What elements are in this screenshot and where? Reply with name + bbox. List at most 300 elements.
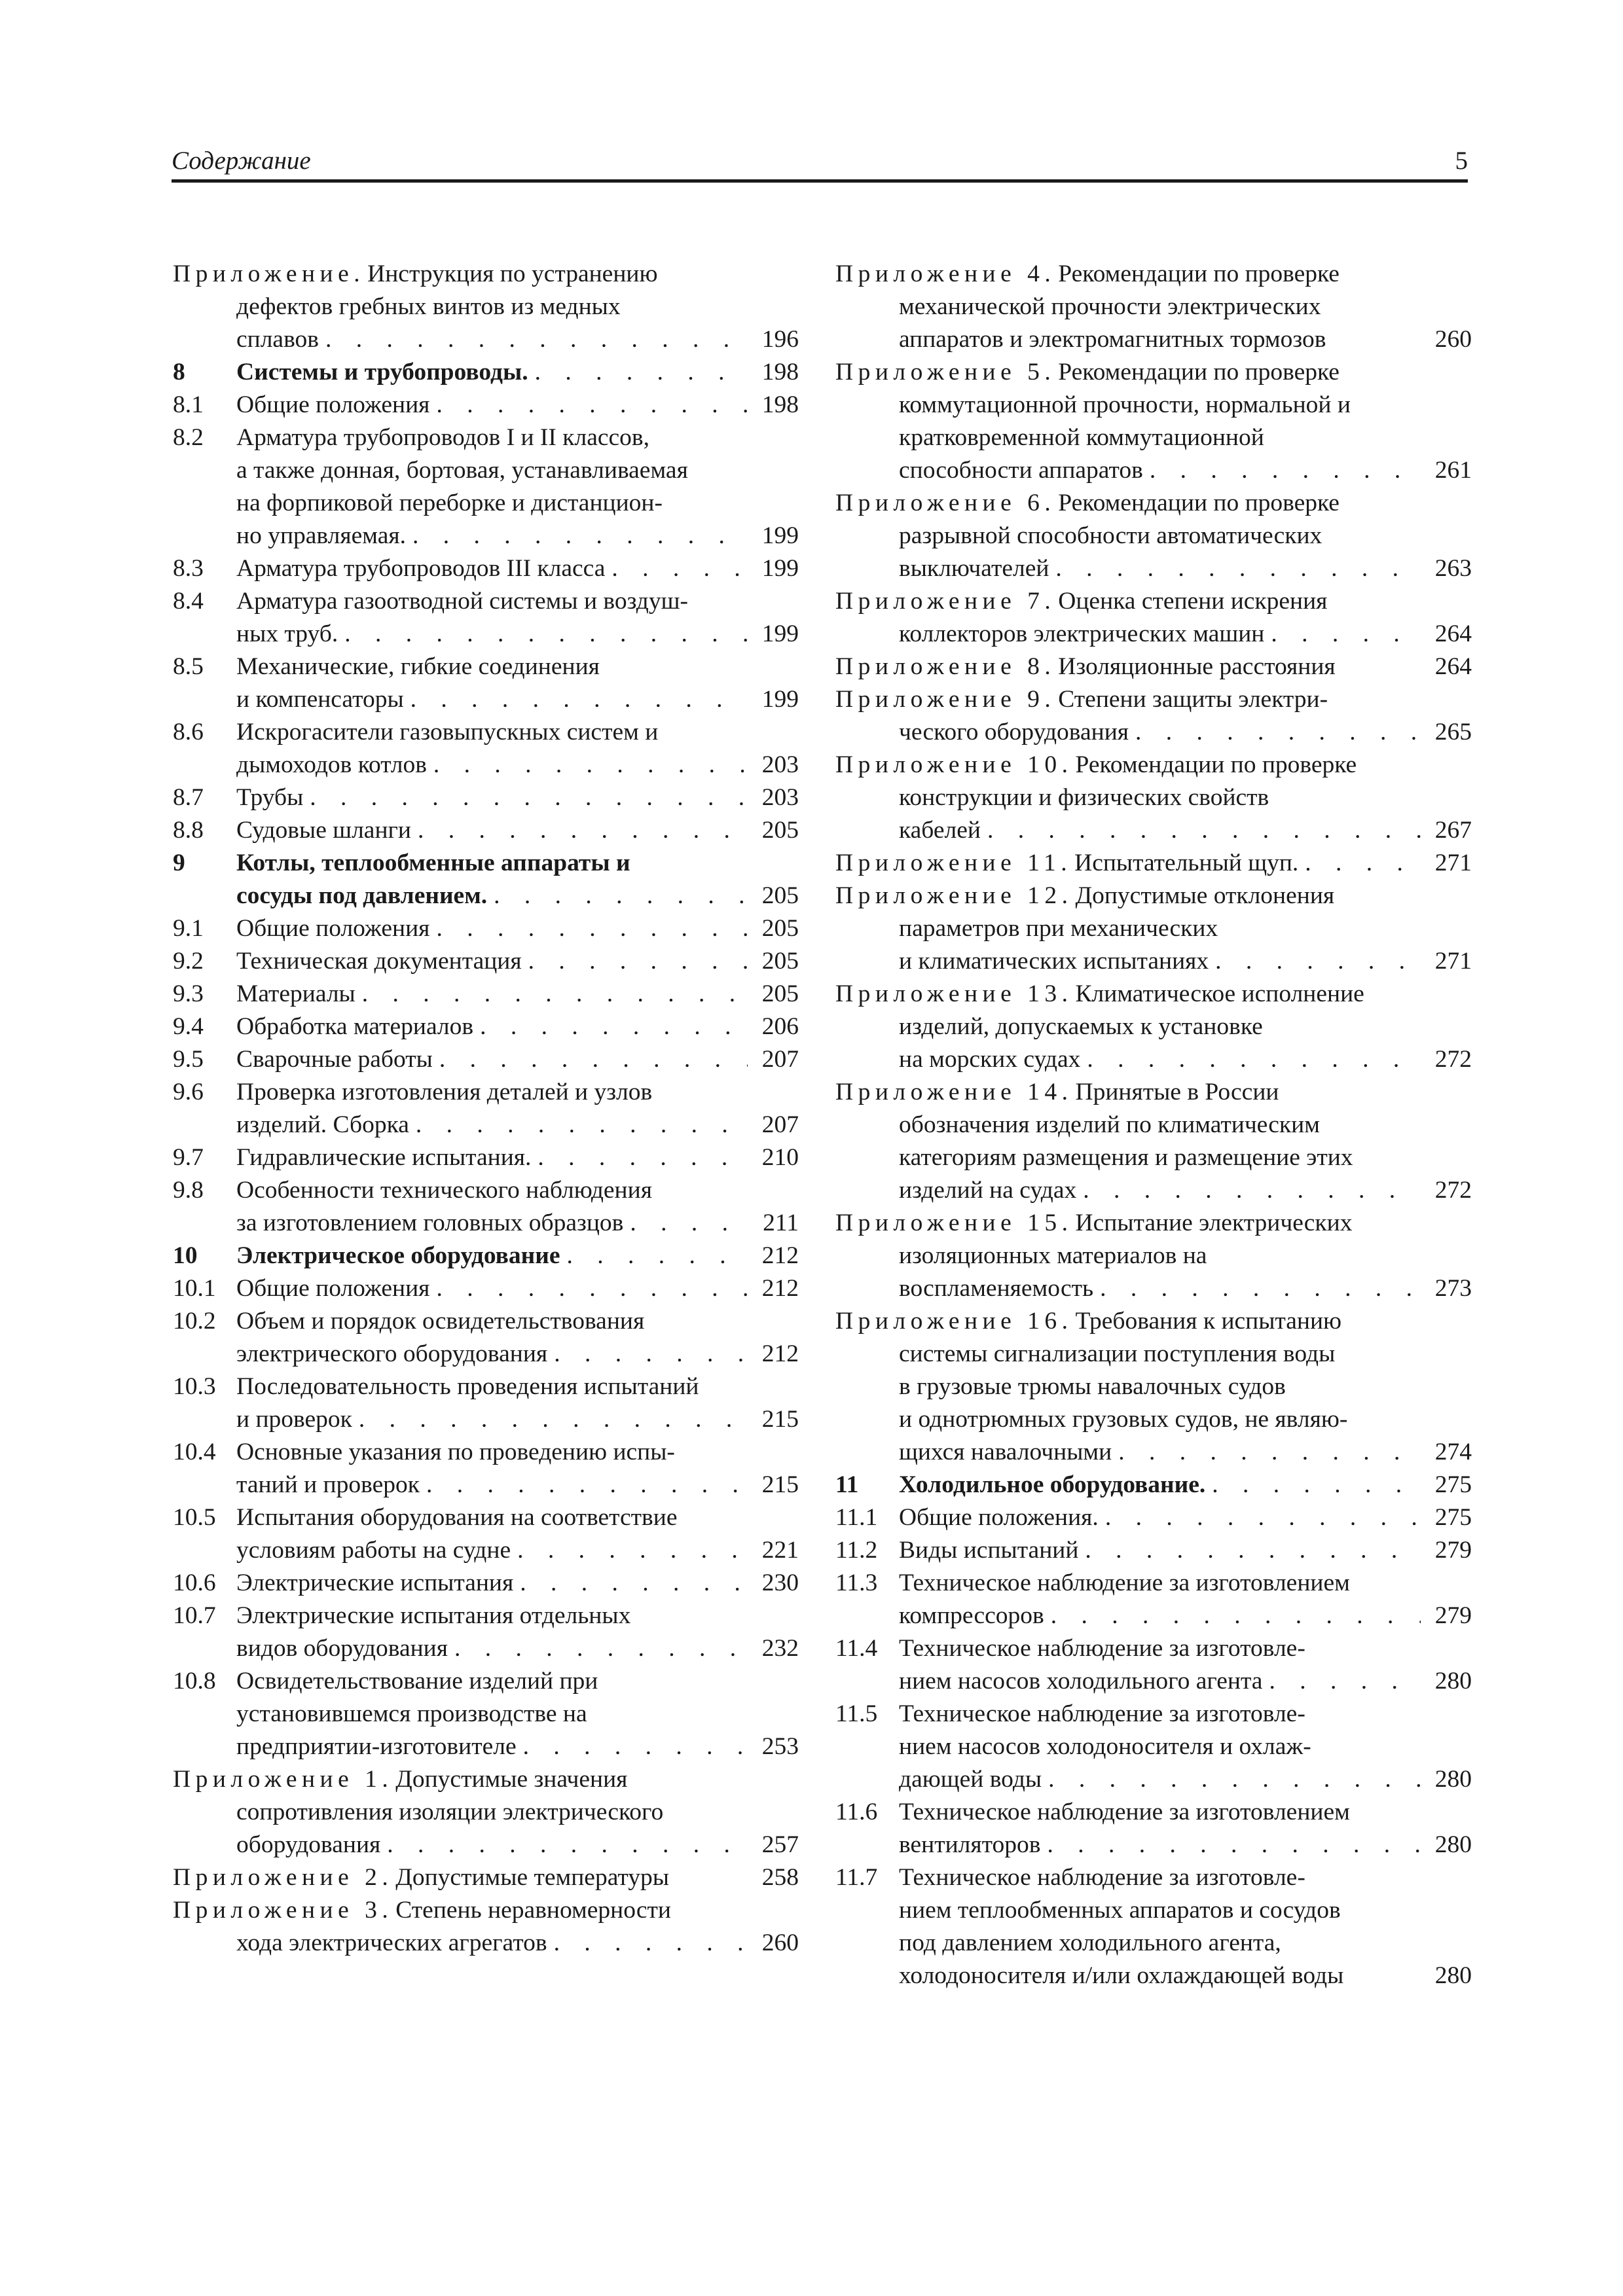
page-ref: 279 — [1434, 1537, 1472, 1564]
toc-line — [173, 1796, 799, 1829]
entry-title: Объем и порядок освидетельствования — [236, 1308, 645, 1335]
toc-entry[interactable] — [173, 1043, 799, 1076]
entry-title: Гидравлические испытания. — [236, 1144, 532, 1171]
page-ref: 265 — [1434, 719, 1472, 745]
entry-title: ных труб. — [236, 620, 338, 647]
toc-entry[interactable] — [173, 781, 799, 814]
section-number: 11.5 — [835, 1700, 878, 1727]
entry-title: и проверок — [236, 1406, 352, 1433]
toc-appendix-entry[interactable] — [835, 749, 1472, 847]
toc-line — [236, 1501, 799, 1534]
entry-title: Техническое наблюдение за изготовле- — [899, 1700, 1305, 1727]
toc-line — [236, 1011, 799, 1043]
entry-title: за изготовлением головных образцов — [236, 1210, 624, 1236]
toc-appendix-entry[interactable] — [173, 1763, 799, 1861]
toc-line — [236, 1731, 799, 1763]
toc-entry[interactable] — [173, 1141, 799, 1174]
entry-title: способности аппаратов — [899, 457, 1143, 484]
toc-appendix-entry[interactable] — [835, 1076, 1472, 1207]
toc-entry[interactable] — [173, 356, 799, 389]
page-ref: 258 — [761, 1864, 799, 1891]
entry-title: Техническое наблюдение за изготовле- — [899, 1864, 1305, 1891]
toc-line — [835, 487, 1472, 520]
dot-leader — [356, 978, 748, 1011]
entry-body — [236, 978, 799, 1011]
section-number: 8.7 — [173, 784, 204, 811]
toc-entry[interactable] — [173, 651, 799, 716]
page-ref: 260 — [761, 1929, 799, 1956]
toc-line — [236, 618, 799, 651]
page-ref: 267 — [1434, 817, 1472, 844]
toc-line — [236, 389, 799, 422]
toc-appendix-entry[interactable] — [835, 683, 1472, 749]
page-ref: 198 — [761, 359, 799, 386]
entry-body — [236, 1076, 799, 1141]
toc-entry[interactable] — [173, 1011, 799, 1043]
toc-line — [835, 1141, 1472, 1174]
entry-title: Виды испытаний — [899, 1537, 1079, 1564]
section-number: 10 — [173, 1242, 198, 1269]
entry-title: и компенсаторы — [236, 686, 404, 713]
toc-appendix-entry[interactable] — [835, 356, 1472, 487]
dot-leader — [409, 1109, 748, 1141]
entry-title: Общие положения. — [899, 1504, 1099, 1531]
toc-line — [236, 1698, 799, 1731]
appendix-label: Приложение 7. — [835, 588, 1056, 615]
entry-body — [236, 1665, 799, 1763]
dot-leader — [1143, 454, 1421, 487]
dot-leader — [560, 1240, 748, 1272]
page-ref: 230 — [761, 1570, 799, 1596]
entry-title: коммутационной прочности, нормальной и — [899, 391, 1351, 418]
page-ref: 212 — [761, 1275, 799, 1302]
entry-body — [236, 912, 799, 945]
entry-title: Обработка материалов — [236, 1013, 474, 1040]
entry-title: Арматура трубопроводов I и II классов, — [236, 424, 649, 451]
entry-title: Общие положения — [236, 1275, 430, 1302]
page-ref: 221 — [761, 1537, 799, 1564]
entry-title: Судовые шланги — [236, 817, 411, 844]
toc-line — [835, 1109, 1472, 1141]
entry-title: коллекторов электрических машин — [899, 620, 1265, 647]
toc-line — [236, 1567, 799, 1600]
entry-title: Сварочные работы — [236, 1046, 433, 1073]
toc-line — [236, 912, 799, 945]
toc-appendix-entry[interactable] — [835, 258, 1472, 356]
entry-title: установившемся производстве на — [236, 1700, 587, 1727]
page-ref: 264 — [1434, 653, 1472, 680]
toc-line — [899, 1894, 1472, 1927]
toc-entry[interactable] — [173, 1272, 799, 1305]
toc-entry[interactable] — [173, 1174, 799, 1240]
dot-leader — [473, 1011, 748, 1043]
toc-line — [899, 1534, 1472, 1567]
section-number: 8.1 — [173, 391, 204, 418]
toc-line — [835, 1403, 1472, 1436]
section-number: 8.8 — [173, 817, 204, 844]
entry-title: параметров при механических — [899, 915, 1218, 942]
toc-line — [899, 1731, 1472, 1763]
toc-line — [899, 1927, 1472, 1960]
page-ref: 280 — [1434, 1962, 1472, 1989]
toc-line — [835, 945, 1472, 978]
entry-title: и климатических испытаниях — [899, 948, 1209, 975]
entry-title: оборудования — [236, 1831, 381, 1858]
toc-entry[interactable] — [835, 1567, 1472, 1632]
dot-leader — [1078, 1534, 1421, 1567]
running-header — [172, 143, 1468, 183]
toc-line — [835, 880, 1472, 912]
entry-title: конструкции и физических свойств — [899, 784, 1269, 811]
toc-line — [236, 716, 799, 749]
entry-body — [899, 1567, 1472, 1632]
appendix-label: Приложение 10. — [835, 751, 1073, 778]
appendix-label: Приложение 2. — [173, 1864, 393, 1891]
toc-appendix-entry[interactable] — [173, 1861, 799, 1894]
page-ref: 205 — [761, 948, 799, 975]
appendix-label: Приложение 3. — [173, 1897, 393, 1924]
entry-title: в грузовые трюмы навалочных судов — [899, 1373, 1286, 1400]
dot-leader — [1264, 618, 1421, 651]
section-number: 11.3 — [835, 1570, 878, 1596]
toc-line — [835, 781, 1472, 814]
entry-title: кратковременной коммутационной — [899, 424, 1264, 451]
toc-line — [236, 1207, 799, 1240]
entry-body — [236, 1011, 799, 1043]
entry-title: изделий. Сборка — [236, 1111, 409, 1138]
toc-line — [236, 781, 799, 814]
entry-title: аппаратов и электромагнитных тормозов — [899, 326, 1326, 353]
toc-line — [835, 618, 1472, 651]
page-ref: 211 — [763, 1210, 799, 1236]
toc-entry[interactable] — [173, 1240, 799, 1272]
entry-title: изделий на судах — [899, 1177, 1077, 1204]
entry-title: Допустимые температуры — [395, 1864, 669, 1891]
page-ref: 212 — [761, 1242, 799, 1269]
appendix-label: Приложение 9. — [835, 686, 1056, 713]
entry-body — [236, 716, 799, 781]
dot-leader — [1099, 1501, 1421, 1534]
section-number: 11.2 — [835, 1537, 878, 1564]
toc-line — [835, 585, 1472, 618]
section-number: 8.6 — [173, 719, 204, 745]
entry-title: Техническое наблюдение за изготовлением — [899, 1799, 1350, 1825]
dot-leader — [1112, 1436, 1421, 1469]
entry-title: механической прочности электрических — [899, 293, 1321, 320]
toc-line — [899, 1600, 1472, 1632]
entry-title: Климатическое исполнение — [1075, 980, 1364, 1007]
section-number: 10.6 — [173, 1570, 216, 1596]
section-number: 9.4 — [173, 1013, 204, 1040]
toc-appendix-entry[interactable] — [835, 1305, 1472, 1469]
entry-body — [236, 1371, 799, 1436]
section-number: 9 — [173, 850, 185, 876]
toc-appendix-entry[interactable] — [835, 847, 1472, 880]
entry-title: электрического оборудования — [236, 1340, 548, 1367]
dot-leader — [1298, 847, 1421, 880]
entry-title: условиям работы на судне — [236, 1537, 511, 1564]
section-number: 10.5 — [173, 1504, 216, 1531]
page-ref: 199 — [761, 522, 799, 549]
page-ref: 263 — [1434, 555, 1472, 582]
entry-body — [899, 1632, 1472, 1698]
toc-line — [236, 454, 799, 487]
page-ref: 261 — [1434, 457, 1472, 484]
toc-entry[interactable] — [835, 1796, 1472, 1861]
entry-body — [236, 1600, 799, 1665]
dot-leader — [1205, 1469, 1421, 1501]
page-ref: 273 — [1434, 1275, 1472, 1302]
dot-leader — [511, 1534, 748, 1567]
entry-title: дающей воды — [899, 1766, 1042, 1793]
dot-leader — [1040, 1829, 1421, 1861]
toc-line — [173, 1763, 799, 1796]
entry-title: дефектов гребных винтов из медных — [236, 293, 621, 320]
toc-appendix-entry[interactable] — [835, 978, 1472, 1076]
entry-title: Электрические испытания отдельных — [236, 1602, 631, 1629]
entry-title: Проверка изготовления деталей и узлов — [236, 1079, 653, 1105]
toc-line — [899, 1861, 1472, 1894]
toc-line — [899, 1665, 1472, 1698]
entry-title: видов оборудования — [236, 1635, 448, 1662]
appendix-label: Приложение 12. — [835, 882, 1073, 909]
page-ref: 232 — [761, 1635, 799, 1662]
page-ref: 210 — [761, 1144, 799, 1171]
dot-leader — [517, 1731, 748, 1763]
page-ref: 275 — [1434, 1471, 1472, 1498]
entry-title: хода электрических агрегатов — [236, 1929, 547, 1956]
entry-title: нием теплообменных аппаратов и сосудов — [899, 1897, 1341, 1924]
appendix-label: Приложение 14. — [835, 1079, 1073, 1105]
section-number: 11.1 — [835, 1504, 878, 1531]
toc-line — [835, 454, 1472, 487]
appendix-label: Приложение 8. — [835, 653, 1056, 680]
entry-title: Техническая документация — [236, 948, 522, 975]
toc-appendix-entry[interactable] — [835, 585, 1472, 651]
entry-title: Степени защиты электри- — [1058, 686, 1328, 713]
toc-line — [173, 258, 799, 291]
entry-body — [236, 945, 799, 978]
entry-body — [899, 1469, 1472, 1501]
page-ref: 275 — [1434, 1504, 1472, 1531]
dot-leader — [429, 389, 748, 422]
toc-line — [236, 1272, 799, 1305]
entry-body — [236, 422, 799, 552]
entry-title: Испытания оборудования на соответствие — [236, 1504, 678, 1531]
section-number: 9.8 — [173, 1177, 204, 1204]
entry-title: Электрические испытания — [236, 1570, 514, 1596]
toc-line — [835, 683, 1472, 716]
entry-body — [899, 1534, 1472, 1567]
section-number: 9.7 — [173, 1144, 204, 1171]
entry-title: дымоходов котлов — [236, 751, 427, 778]
toc-entry[interactable] — [835, 1501, 1472, 1534]
toc-line — [236, 814, 799, 847]
toc-entry[interactable] — [173, 389, 799, 422]
appendix-label: Приложение 15. — [835, 1210, 1073, 1236]
toc-entry[interactable] — [835, 1698, 1472, 1796]
dot-leader — [427, 749, 748, 781]
dot-leader — [380, 1829, 748, 1861]
toc-entry[interactable] — [173, 1305, 799, 1371]
toc-line — [899, 1567, 1472, 1600]
toc-entry[interactable] — [173, 1371, 799, 1436]
entry-title: Требования к испытанию — [1075, 1308, 1342, 1335]
toc-line — [236, 1240, 799, 1272]
toc-entry[interactable] — [173, 1600, 799, 1665]
toc-entry[interactable] — [173, 1076, 799, 1141]
page-ref: 280 — [1434, 1831, 1472, 1858]
dot-leader — [1042, 1763, 1421, 1796]
entry-title: сопротивления изоляции электрического — [236, 1799, 664, 1825]
toc-line — [173, 323, 799, 356]
toc-entry[interactable] — [173, 1501, 799, 1567]
dot-leader — [1076, 1174, 1421, 1207]
entry-title: а также донная, бортовая, устанавливаемая — [236, 457, 688, 484]
toc-entry[interactable] — [173, 1665, 799, 1763]
dot-leader — [319, 323, 748, 356]
appendix-label: Приложение 4. — [835, 260, 1056, 287]
entry-title: обозначения изделий по климатическим — [899, 1111, 1320, 1138]
page-ref: 272 — [1434, 1177, 1472, 1204]
toc-line — [236, 1665, 799, 1698]
section-number: 10.7 — [173, 1602, 216, 1629]
toc-line — [899, 1501, 1472, 1534]
toc-appendix-entry[interactable] — [173, 258, 799, 356]
entry-title: Рекомендации по проверке — [1075, 751, 1357, 778]
entry-title: компрессоров — [899, 1602, 1044, 1629]
toc-entry[interactable] — [173, 945, 799, 978]
entry-title: Допустимые значения — [395, 1766, 628, 1793]
toc-line — [236, 1338, 799, 1371]
toc-entry[interactable] — [173, 1567, 799, 1600]
dot-leader — [429, 1272, 748, 1305]
entry-title: Рекомендации по проверке — [1058, 490, 1340, 516]
entry-body — [236, 847, 799, 912]
dot-leader — [411, 814, 748, 847]
entry-body — [236, 1436, 799, 1501]
page-ref: 212 — [761, 1340, 799, 1367]
entry-body — [236, 781, 799, 814]
entry-title: ческого оборудования — [899, 719, 1129, 745]
section-number: 11 — [835, 1471, 859, 1498]
entry-title: на морских судах — [899, 1046, 1081, 1073]
toc-entry[interactable] — [173, 814, 799, 847]
toc-line — [835, 1272, 1472, 1305]
entry-title: Искрогасители газовыпускных систем и — [236, 719, 659, 745]
entry-title: на форпиковой переборке и дистанцион- — [236, 490, 663, 516]
toc-line — [236, 880, 799, 912]
toc-entry[interactable] — [835, 1861, 1472, 1992]
page-ref: 199 — [761, 620, 799, 647]
entry-title: сосуды под давлением. — [236, 882, 488, 909]
toc-line — [236, 749, 799, 781]
page-ref: 205 — [761, 980, 799, 1007]
toc-entry[interactable] — [173, 912, 799, 945]
section-number: 8 — [173, 359, 185, 386]
toc-line — [173, 1894, 799, 1927]
entry-body — [236, 1305, 799, 1371]
page-ref: 205 — [761, 882, 799, 909]
toc-line — [835, 651, 1472, 683]
page-ref: 272 — [1434, 1046, 1472, 1073]
page-ref: 279 — [1434, 1602, 1472, 1629]
entry-body — [236, 389, 799, 422]
toc-entry[interactable] — [173, 552, 799, 585]
toc-entry[interactable] — [835, 1469, 1472, 1501]
toc-appendix-entry[interactable] — [835, 880, 1472, 978]
toc-entry[interactable] — [173, 978, 799, 1011]
dot-leader — [547, 1927, 748, 1960]
page-ref: 199 — [761, 555, 799, 582]
appendix-label: Приложение 13. — [835, 980, 1073, 1007]
dot-leader — [1129, 716, 1421, 749]
entry-body — [236, 1043, 799, 1076]
dot-leader — [404, 683, 748, 716]
section-number: 9.3 — [173, 980, 204, 1007]
toc-entry[interactable] — [173, 422, 799, 552]
entry-title: сплавов — [236, 326, 319, 353]
entry-title: выключателей — [899, 555, 1049, 582]
entry-body — [236, 356, 799, 389]
toc-line — [835, 1043, 1472, 1076]
toc-entry[interactable] — [173, 585, 799, 651]
toc-line — [835, 1371, 1472, 1403]
toc-appendix-entry[interactable] — [835, 651, 1472, 683]
toc-line — [236, 1371, 799, 1403]
entry-title: под давлением холодильного агента, — [899, 1929, 1281, 1956]
toc-entry[interactable] — [835, 1534, 1472, 1567]
toc-line — [173, 1861, 799, 1894]
toc-appendix-entry[interactable] — [173, 1894, 799, 1960]
section-number: 10.4 — [173, 1439, 216, 1465]
toc-line — [835, 422, 1472, 454]
page-ref: 280 — [1434, 1766, 1472, 1793]
toc-entry[interactable] — [173, 847, 799, 912]
entry-title: Холодильное оборудование. — [899, 1471, 1206, 1498]
entry-title: Котлы, теплообменные аппараты и — [236, 850, 630, 876]
entry-title: воспламеняемость — [899, 1275, 1094, 1302]
entry-body — [899, 1861, 1472, 1992]
toc-entry[interactable] — [173, 1436, 799, 1501]
entry-title: Степень неравномерности — [395, 1897, 671, 1924]
entry-title: разрывной способности автоматических — [899, 522, 1322, 549]
entry-body — [236, 1240, 799, 1272]
toc-entry[interactable] — [173, 716, 799, 781]
entry-title: Основные указания по проведению испы- — [236, 1439, 675, 1465]
entry-title: Трубы — [236, 784, 304, 811]
section-number: 8.2 — [173, 424, 204, 451]
entry-title: кабелей — [899, 817, 981, 844]
entry-body — [236, 814, 799, 847]
dot-leader — [420, 1469, 748, 1501]
toc-entry[interactable] — [835, 1632, 1472, 1698]
toc-appendix-entry[interactable] — [835, 1207, 1472, 1305]
appendix-label: Приложение 16. — [835, 1308, 1073, 1335]
toc-line — [899, 1469, 1472, 1501]
section-number: 11.6 — [835, 1799, 878, 1825]
toc-appendix-entry[interactable] — [835, 487, 1472, 585]
toc-line — [236, 945, 799, 978]
page-ref: 207 — [761, 1046, 799, 1073]
entry-title: Материалы — [236, 980, 356, 1007]
page-ref: 271 — [1434, 850, 1472, 876]
entry-title: Электрическое оборудование — [236, 1242, 560, 1269]
page-ref: 198 — [761, 391, 799, 418]
page-ref: 215 — [761, 1471, 799, 1498]
dot-leader — [1080, 1043, 1421, 1076]
entry-title: нием насосов холодильного агента — [899, 1668, 1263, 1695]
